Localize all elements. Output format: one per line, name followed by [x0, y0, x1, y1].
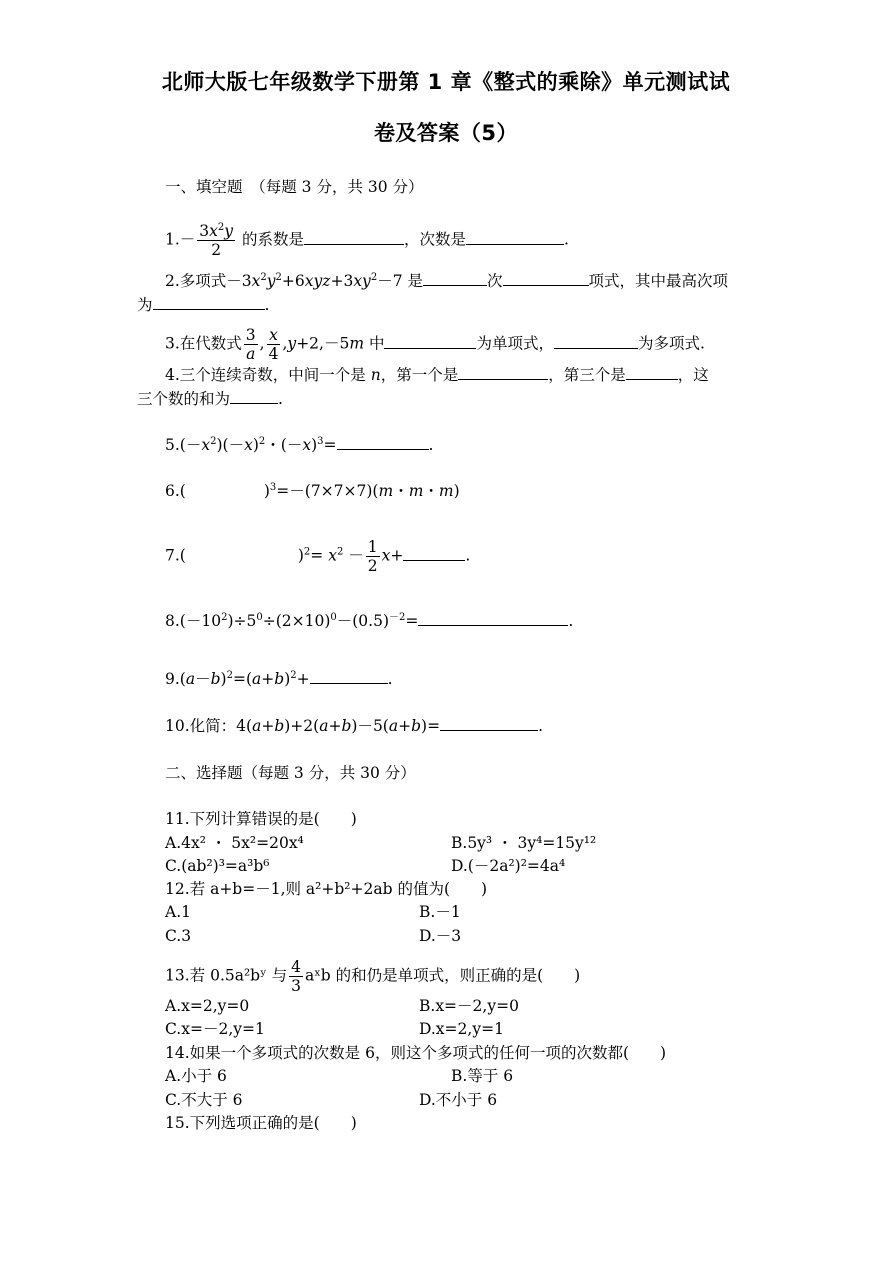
- option-d[interactable]: D.－3: [419, 927, 462, 945]
- blank[interactable]: [304, 230, 404, 245]
- question-15: 15.下列选项正确的是( ): [165, 1114, 357, 1132]
- blank[interactable]: [626, 365, 678, 380]
- blank[interactable]: [418, 611, 568, 626]
- option-a[interactable]: A.4x² ・ 5x²=20x⁴: [165, 834, 304, 852]
- question-11: 11.下列计算错误的是( ): [165, 810, 357, 828]
- option-c[interactable]: C.不大于 6: [165, 1091, 243, 1109]
- blank[interactable]: [153, 295, 265, 310]
- question-2: 2.多项式$-3x^2y^2+6xyz+3xy^2-7$ 是 次 项式，其中最高次项: [165, 272, 729, 290]
- blank[interactable]: [423, 271, 487, 286]
- blank[interactable]: [403, 546, 465, 561]
- document-title-line1: 北师大版七年级数学下册第 1 章《整式的乘除》单元测试试: [161, 70, 731, 94]
- blank[interactable]: [466, 230, 564, 245]
- blank[interactable]: [337, 435, 429, 450]
- option-c[interactable]: C.3: [165, 927, 192, 945]
- fraction: $\frac{3x^2y}{2}$: [199, 222, 234, 259]
- question-3: 3.在代数式 $\frac{3}{a}$ , $\frac{x}{4}$ ,y+2,－5m 中 为单项式， 为多项式.: [165, 326, 705, 363]
- question-5: $5.(-x^2)(-x)^2$・$(-x)^3=$ .: [165, 436, 434, 454]
- blank[interactable]: [554, 334, 638, 349]
- blank[interactable]: [310, 669, 388, 684]
- option-b[interactable]: B.x=－2,y=0: [419, 997, 519, 1015]
- question-6: 6.( )$^3$=－(7×7×7)(m・m・m): [165, 482, 460, 500]
- question-14: 14.如果一个多项式的次数是 6，则这个多项式的任何一项的次数都( ): [165, 1044, 667, 1062]
- section1-heading: 一、填空题 （每题 3 分，共 30 分）: [165, 178, 424, 196]
- question-13: 13.若 0.5a²bʸ 与 $\frac{4}{3}$ aˣb 的和仍是单项式，则正确的是( ): [165, 958, 581, 995]
- question-12: 12.若 a+b=－1,则 a²+b²+2ab 的值为( ): [165, 880, 488, 898]
- option-b[interactable]: B.等于 6: [451, 1067, 514, 1085]
- section2-heading: 二、选择题（每题 3 分，共 30 分）: [165, 764, 416, 782]
- blank[interactable]: [384, 334, 476, 349]
- fraction: $\frac{1}{2}$: [367, 538, 378, 575]
- question-4: 4.三个连续奇数，中间一个是 n，第一个是 ，第三个是 ，这: [165, 366, 709, 384]
- option-a[interactable]: A.小于 6: [165, 1067, 227, 1085]
- question-7: 7.( )$^2= x^2$ － $\frac{1}{2}$ x+ .: [165, 538, 471, 575]
- blank[interactable]: [230, 389, 278, 404]
- document-title-line2: 卷及答案（5）: [373, 121, 519, 145]
- option-b[interactable]: B.5y³ ・ 3y⁴=15y¹²: [451, 834, 597, 852]
- question-8: $8.(-10^2)\div 5^0\div(2\times 10)^0-(0.5)^{-2}=$ .: [165, 612, 574, 630]
- option-a[interactable]: A.x=2,y=0: [165, 997, 250, 1015]
- question-9: $9.(a-b)^2=(a+b)^2+$ .: [165, 670, 393, 688]
- blank[interactable]: [440, 716, 538, 731]
- option-d[interactable]: D.(－2a²)²=4a⁴: [451, 857, 566, 875]
- option-b[interactable]: B.－1: [419, 903, 461, 921]
- question-2-line2: 为 .: [137, 296, 270, 314]
- blank[interactable]: [503, 271, 589, 286]
- blank[interactable]: [458, 365, 548, 380]
- option-d[interactable]: D.不小于 6: [419, 1091, 498, 1109]
- question-4-line2: 三个数的和为 .: [137, 390, 283, 408]
- fraction: $\frac{3}{a}$: [245, 326, 256, 363]
- option-d[interactable]: D.x=2,y=1: [419, 1020, 504, 1038]
- question-1: 1.－ $\frac{3x^2y}{2}$ 的系数是 ，次数是 .: [165, 222, 569, 259]
- option-c[interactable]: C.(ab²)³=a³b⁶: [165, 857, 270, 875]
- question-10: 10.化简：4(a+b)+2(a+b)－5(a+b)= .: [165, 717, 544, 735]
- option-a[interactable]: A.1: [165, 903, 191, 921]
- option-c[interactable]: C.x=－2,y=1: [165, 1020, 265, 1038]
- fraction: $\frac{x}{4}$: [268, 326, 279, 363]
- fraction: $\frac{4}{3}$: [291, 958, 301, 995]
